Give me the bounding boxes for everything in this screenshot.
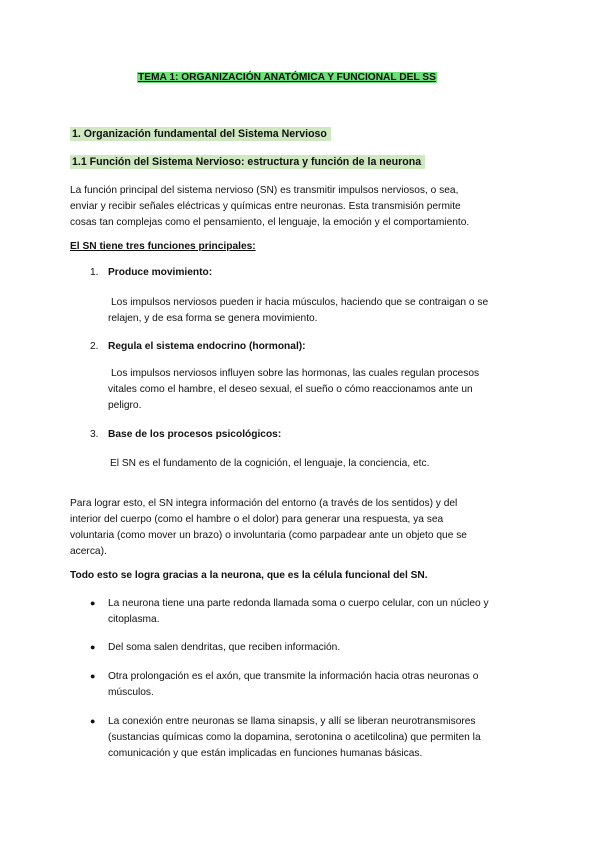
integration-line: interior del cuerpo (como el hambre o el dolor) para generar una respuesta, ya sea	[70, 514, 444, 525]
section-heading-1: 1. Organización fundamental del Sistema Nervioso	[70, 127, 331, 141]
bullet-line: Del soma salen dendritas, que reciben información.	[108, 642, 341, 653]
bullet-line: (sustancias químicas como la dopamina, serotonina o acetilcolina) que permiten la	[108, 732, 481, 743]
intro-line: La función principal del sistema nervioso (SN) es transmitir impulsos nerviosos, o sea,	[70, 185, 459, 196]
bullet-dot: ●	[90, 598, 96, 608]
bullet-item	[108, 596, 489, 628]
bullet-line: comunicación y que están implicadas en funciones humanas básicas.	[108, 748, 423, 759]
integration-line: voluntaria (como mover un brazo) o involuntaria (como parpadear ante un objeto que se	[70, 530, 467, 541]
bullet-line: Otra prolongación es el axón, que transmite la información hacia otras neuronas o	[108, 671, 479, 682]
function-line: vitales como el hambre, el deseo sexual, el sueño o cómo reaccionamos ante un	[108, 384, 473, 395]
function-line: Los impulsos nerviosos influyen sobre las hormonas, las cuales regulan procesos	[111, 368, 480, 379]
intro-line: enviar y recibir señales eléctricas y químicas entre neuronas. Esta transmisión permite	[70, 201, 461, 212]
intro-paragraph	[70, 183, 469, 231]
function-label: Base de los procesos psicológicos:	[108, 429, 282, 440]
list-number: 3.	[90, 429, 99, 440]
bullet-item	[108, 640, 340, 656]
integration-line: acerca).	[70, 546, 107, 557]
neuron-heading: Todo esto se logra gracias a la neurona, que es la célula funcional del SN.	[70, 570, 428, 581]
bullet-line: La conexión entre neuronas se llama sinapsis, y allí se liberan neurotransmisores	[108, 716, 476, 727]
function-label: Regula el sistema endocrino (hormonal):	[108, 341, 306, 352]
bullet-dot: ●	[90, 642, 96, 652]
function-line: relajen, y de esa forma se genera movimiento.	[108, 313, 318, 324]
bullet-dot: ●	[90, 671, 96, 681]
function-description	[108, 366, 479, 414]
bullet-item	[108, 714, 481, 762]
bullet-line: citoplasma.	[108, 614, 160, 625]
integration-paragraph	[70, 496, 467, 560]
function-line: El SN es el fundamento de la cognición, el lenguaje, la conciencia, etc.	[110, 458, 430, 469]
section-heading-1-1: 1.1 Función del Sistema Nervioso: estructura y función de la neurona	[70, 155, 425, 169]
bullet-line: músculos.	[108, 687, 154, 698]
function-description	[108, 456, 429, 472]
bullet-item	[108, 669, 478, 701]
list-number: 1.	[90, 267, 99, 278]
bullet-line: La neurona tiene una parte redonda llamada soma o cuerpo celular, con un núcleo y	[108, 598, 489, 609]
page-title: TEMA 1: ORGANIZACIÓN ANATÓMICA Y FUNCIONAL DEL SS	[138, 72, 436, 83]
integration-line: Para lograr esto, el SN integra información del entorno (a través de los sentidos) y del	[70, 498, 458, 509]
function-description	[108, 295, 488, 327]
function-label: Produce movimiento:	[108, 267, 213, 278]
bullet-dot: ●	[90, 716, 96, 726]
intro-line: cosas tan complejas como el pensamiento, el lenguaje, la emoción y el comportamiento.	[70, 217, 470, 228]
function-line: peligro.	[108, 400, 142, 411]
list-number: 2.	[90, 341, 99, 352]
functions-heading: El SN tiene tres funciones principales:	[70, 241, 256, 252]
function-line: Los impulsos nerviosos pueden ir hacia músculos, haciendo que se contraigan o se	[111, 297, 489, 308]
